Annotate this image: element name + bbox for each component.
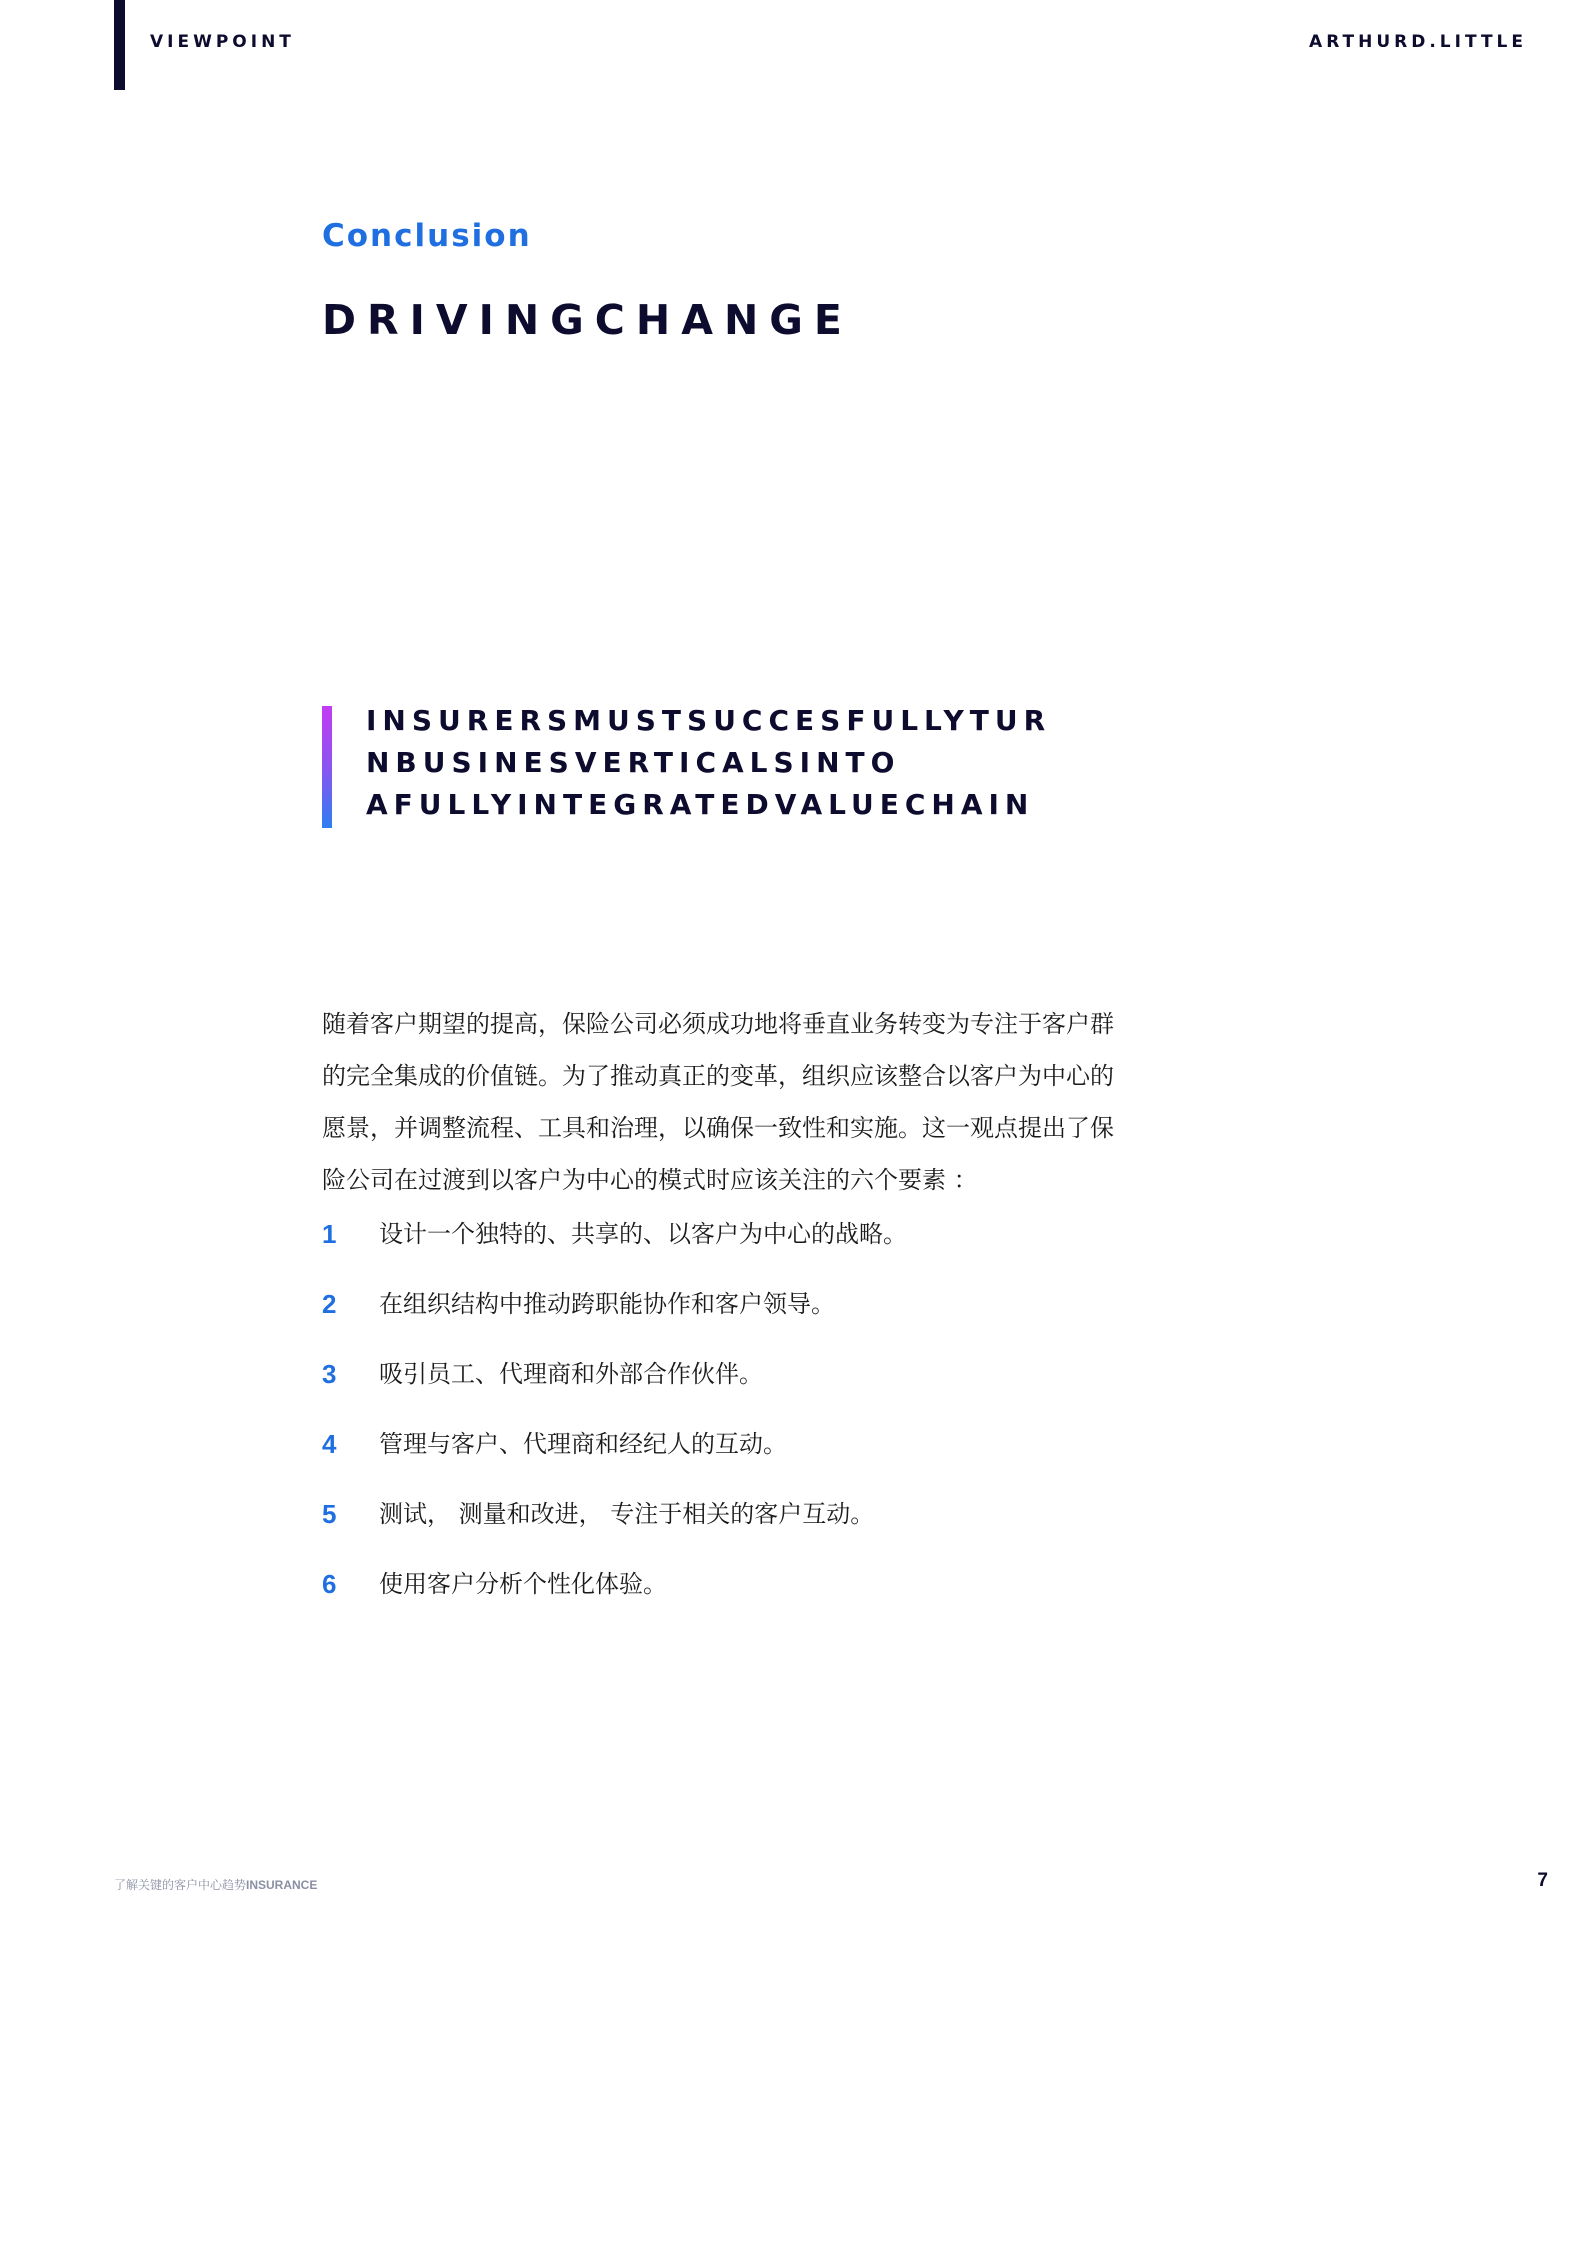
pull-quote — [366, 700, 1126, 826]
list-item-number: 2 — [322, 1289, 337, 1319]
footer-title — [114, 1876, 317, 1893]
pull-quote-line: NBUSINESVERTICALSINTO — [366, 746, 901, 779]
page-title: DRIVINGCHANGE — [322, 296, 853, 344]
list-item-text: 吸引员工、代理商和外部合作伙伴。 — [379, 1360, 763, 1388]
list-item — [322, 1214, 1242, 1284]
pull-quote-line: AFULLYINTEGRATEDVALUECHAIN — [366, 788, 1035, 821]
list-item — [322, 1424, 1242, 1494]
list-item-number: 3 — [322, 1359, 337, 1389]
pull-quote-line: INSURERSMUSTSUCCESFULLYTUR — [366, 704, 1052, 737]
elements-list — [322, 1214, 1242, 1634]
paragraph-line: 随着客户期望的提高，保险公司必须成功地将垂直业务转变为专注于客户群 — [322, 1010, 1114, 1038]
list-item-number: 5 — [322, 1499, 337, 1529]
list-item-text: 在组织结构中推动跨职能协作和客户领导。 — [379, 1290, 835, 1318]
paragraph-line: 的完全集成的价值链。为了推动真正的变革，组织应该整合以客户为中心的 — [322, 1062, 1114, 1090]
header-brand-label: ARTHURD.LITTLE — [1309, 32, 1527, 52]
list-item — [322, 1354, 1242, 1424]
paragraph-line: 愿景，并调整流程、工具和治理，以确保一致性和实施。这一观点提出了保 — [322, 1114, 1114, 1142]
paragraph-line: 险公司在过渡到以客户为中心的模式时应该关注的六个要素 ： — [322, 1166, 978, 1194]
header-accent-bar — [114, 0, 125, 90]
header-viewpoint-label: VIEWPOINT — [150, 32, 295, 52]
list-item-text: 测试， 测量和改进， 专注于相关的客户互动。 — [379, 1500, 875, 1528]
body-paragraph — [322, 998, 1242, 1206]
list-item — [322, 1284, 1242, 1354]
list-item-text: 设计一个独特的、共享的、以客户为中心的战略。 — [379, 1220, 907, 1248]
section-label: Conclusion — [322, 218, 532, 254]
list-item-number: 1 — [322, 1219, 337, 1249]
list-item — [322, 1564, 1242, 1634]
list-item-number: 4 — [322, 1429, 337, 1459]
page-number: 7 — [1537, 1870, 1548, 1891]
footer-title-cn: 了解关键的客户中心趋势 — [114, 1878, 247, 1892]
list-item-number: 6 — [322, 1569, 337, 1599]
footer-title-en: INSURANCE — [246, 1878, 318, 1892]
list-item-text: 使用客户分析个性化体验。 — [379, 1570, 667, 1598]
list-item — [322, 1494, 1242, 1564]
quote-gradient-bar — [322, 706, 332, 828]
list-item-text: 管理与客户、代理商和经纪人的互动。 — [379, 1430, 787, 1458]
